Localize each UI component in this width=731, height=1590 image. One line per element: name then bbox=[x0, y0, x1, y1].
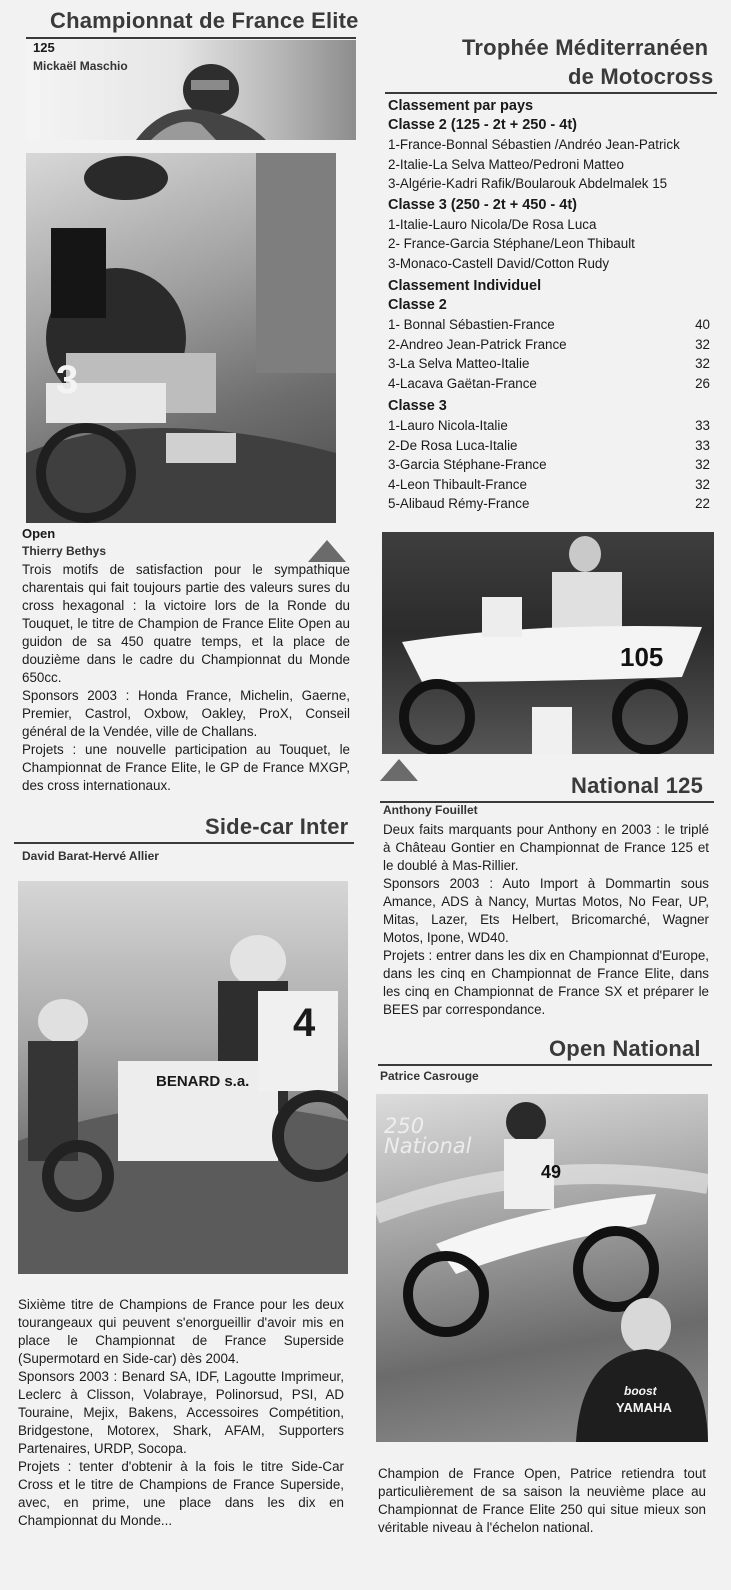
result-row bbox=[388, 254, 712, 274]
photo-overlay-250-national: 250 National bbox=[384, 1114, 472, 1158]
result-row bbox=[388, 315, 712, 335]
article-paragraph: Projets : tenter d'obtenir à la fois le titre Side-Car Cross et le titre de Champions de France Superside, avec, en prime, une place dans les dix en Championnat du Monde... bbox=[18, 1459, 344, 1528]
title-rule bbox=[385, 92, 717, 94]
sidecar-number-plate: 4 bbox=[293, 1001, 316, 1045]
photo-mickael-maschio bbox=[26, 40, 356, 140]
heading-classe3: Classe 3 (250 - 2t + 450 - 4t) bbox=[388, 196, 578, 213]
section-title-open-national: Open National bbox=[549, 1036, 701, 1061]
article-paragraph: Sponsors 2003 : Auto Import à Dommartin sous Amance, ADS à Nancy, Murtas Motos, No Fear, UP, Mitas, Lazer, Ets Helbert, Bricomarché, Wagner Motos, Ipone, WD40. bbox=[383, 876, 709, 945]
result-row bbox=[388, 494, 712, 514]
rider-names-sidecar: David Barat-Hervé Allier bbox=[22, 849, 159, 863]
result-row bbox=[388, 475, 712, 495]
section-title-sidecar: Side-car Inter bbox=[205, 814, 349, 839]
result-row bbox=[388, 455, 712, 475]
rider-name-casrouge: Patrice Casrouge bbox=[380, 1069, 479, 1083]
section-title-championnat-elite: Championnat de France Elite bbox=[50, 8, 359, 33]
result-row bbox=[388, 234, 712, 254]
result-row bbox=[388, 354, 712, 374]
bike-number-plate: 49 bbox=[541, 1162, 562, 1182]
title-rule bbox=[14, 842, 354, 844]
section-title-trophee: Trophée Méditerranéen bbox=[462, 35, 709, 60]
article-paragraph: Sponsors 2003 : Honda France, Michelin, Gaerne, Premier, Castrol, Oxbow, Oakley, ProX, Conseil général de la Vendée, ville de Challans. bbox=[22, 688, 350, 739]
result-points: 33 bbox=[695, 437, 710, 453]
result-points: 32 bbox=[695, 336, 710, 352]
article-open-text bbox=[22, 561, 350, 795]
sidecar-brand-sticker: BENARD s.a. bbox=[156, 1073, 250, 1090]
article-paragraph: Trois motifs de satisfaction pour le sympathique charentais qui fait toujours partie des valeurs sures du cross hexagonal : la victoire lors de la Ronde du Touquet, le titre de Champion de France Elite Open au guidon de sa 450 quatre temps, et la place de douzième dans le cadre du Championnat du Monde 650cc. bbox=[22, 562, 350, 685]
result-name: 3-Garcia Stéphane-France bbox=[388, 457, 547, 472]
result-points: 22 bbox=[695, 496, 710, 511]
result-text: 2- France-Garcia Stéphane/Leon Thibault bbox=[388, 236, 635, 251]
class-label-125: 125 bbox=[33, 40, 55, 55]
result-points: 33 bbox=[695, 418, 710, 433]
jersey-sponsor-text: boost bbox=[624, 1384, 657, 1398]
article-open-national-text bbox=[378, 1465, 706, 1537]
photo-sidecar bbox=[18, 881, 348, 1274]
heading-classement-individuel: Classement Individuel bbox=[388, 278, 542, 294]
result-row bbox=[388, 155, 712, 175]
result-row bbox=[388, 335, 712, 355]
result-text: 1-Italie-Lauro Nicola/De Rosa Luca bbox=[388, 216, 597, 232]
result-name: 2-De Rosa Luca-Italie bbox=[388, 437, 518, 453]
result-text: 2-Italie-La Selva Matteo/Pedroni Matteo bbox=[388, 156, 624, 172]
result-row bbox=[388, 215, 712, 235]
result-text: 3-Monaco-Castell David/Cotton Rudy bbox=[388, 255, 610, 271]
result-points: 32 bbox=[695, 476, 710, 492]
result-row bbox=[388, 416, 712, 436]
result-name: 1- Bonnal Sébastien-France bbox=[388, 317, 555, 332]
article-paragraph: Projets : entrer dans les dix en Championnat d'Europe, dans les cinq en Championnat de France Elite, dans les cinq en Championnat de France SX et préparer le BEES par correspondance. bbox=[383, 948, 709, 1017]
article-paragraph: Deux faits marquants pour Anthony en 2003 : le triplé à Château Gontier en Championnat de France 125 et le doublé à Mas-Rillier. bbox=[383, 822, 709, 873]
article-national-125-text bbox=[383, 821, 709, 1019]
section-title-national-125: National 125 bbox=[571, 773, 704, 798]
triangle-marker bbox=[380, 759, 418, 781]
result-points: 26 bbox=[695, 375, 710, 391]
result-name: 1-Lauro Nicola-Italie bbox=[388, 418, 508, 433]
bike-number-plate: 105 bbox=[620, 642, 664, 672]
photo-thierry-bethys bbox=[26, 153, 336, 523]
class-label-open: Open bbox=[22, 526, 56, 541]
result-points: 32 bbox=[695, 356, 710, 371]
heading-classement-pays: Classement par pays bbox=[388, 98, 534, 114]
result-name: 5-Alibaud Rémy-France bbox=[388, 496, 530, 511]
bike-number-plate: 3 bbox=[56, 358, 79, 402]
result-row bbox=[388, 174, 712, 194]
section-title-trophee-line2: de Motocross bbox=[568, 64, 714, 89]
result-row bbox=[388, 374, 712, 394]
rider-name-bethys: Thierry Bethys bbox=[22, 544, 107, 558]
result-points: 32 bbox=[695, 457, 710, 472]
title-rule bbox=[26, 37, 356, 39]
photo-patrice-casrouge bbox=[376, 1094, 708, 1442]
article-paragraph: Projets : une nouvelle participation au Touquet, le Championnat de France Elite, le GP de France MXGP, des cross internationaux. bbox=[22, 742, 350, 793]
article-sidecar-text bbox=[18, 1296, 344, 1530]
jersey-brand-text: YAMAHA bbox=[616, 1400, 672, 1415]
result-text: 1-France-Bonnal Sébastien /Andréo Jean-Patrick bbox=[388, 137, 680, 152]
heading-indiv-classe2: Classe 2 bbox=[388, 297, 447, 313]
heading-indiv-classe3: Classe 3 bbox=[388, 398, 447, 414]
heading-classe2: Classe 2 (125 - 2t + 250 - 4t) bbox=[388, 117, 578, 133]
article-paragraph: Sixième titre de Champions de France pour les deux tourangeaux qui peuvent s'enorgueillir d'avoir mis en place le Championnat de France Superside (Supermotard en Side-car) dès 2004. bbox=[18, 1297, 344, 1366]
result-row bbox=[388, 436, 712, 456]
result-row bbox=[388, 135, 712, 155]
result-name: 4-Lacava Gaëtan-France bbox=[388, 375, 537, 391]
article-paragraph: Sponsors 2003 : Benard SA, IDF, Lagoutte Imprimeur, Leclerc à Clisson, Volabraye, Polinorsud, PSI, AD Touraine, Mejix, Bakens, Accessoires Compétition, Bridgestone, Motorex, Shark, AFAM, Supporters Partenaires, URDP, Socopa. bbox=[18, 1369, 344, 1456]
rider-name-fouillet: Anthony Fouillet bbox=[383, 803, 478, 817]
triangle-marker bbox=[308, 540, 346, 562]
title-rule bbox=[378, 1064, 712, 1066]
photo-anthony-fouillet bbox=[382, 532, 714, 754]
article-paragraph: Champion de France Open, Patrice retiendra tout particulièrement de sa saison la neuvième place au Championnat de France Elite 250 qui situe mieux son véritable niveau à l'échelon national. bbox=[378, 1466, 706, 1535]
result-name: 4-Leon Thibault-France bbox=[388, 476, 527, 492]
result-name: 3-La Selva Matteo-Italie bbox=[388, 356, 530, 371]
result-points: 40 bbox=[695, 317, 710, 332]
results-block bbox=[388, 97, 712, 514]
rider-name-maschio: Mickaël Maschio bbox=[33, 59, 128, 73]
result-name: 2-Andreo Jean-Patrick France bbox=[388, 336, 567, 352]
result-text: 3-Algérie-Kadri Rafik/Boularouk Abdelmalek 15 bbox=[388, 176, 668, 191]
